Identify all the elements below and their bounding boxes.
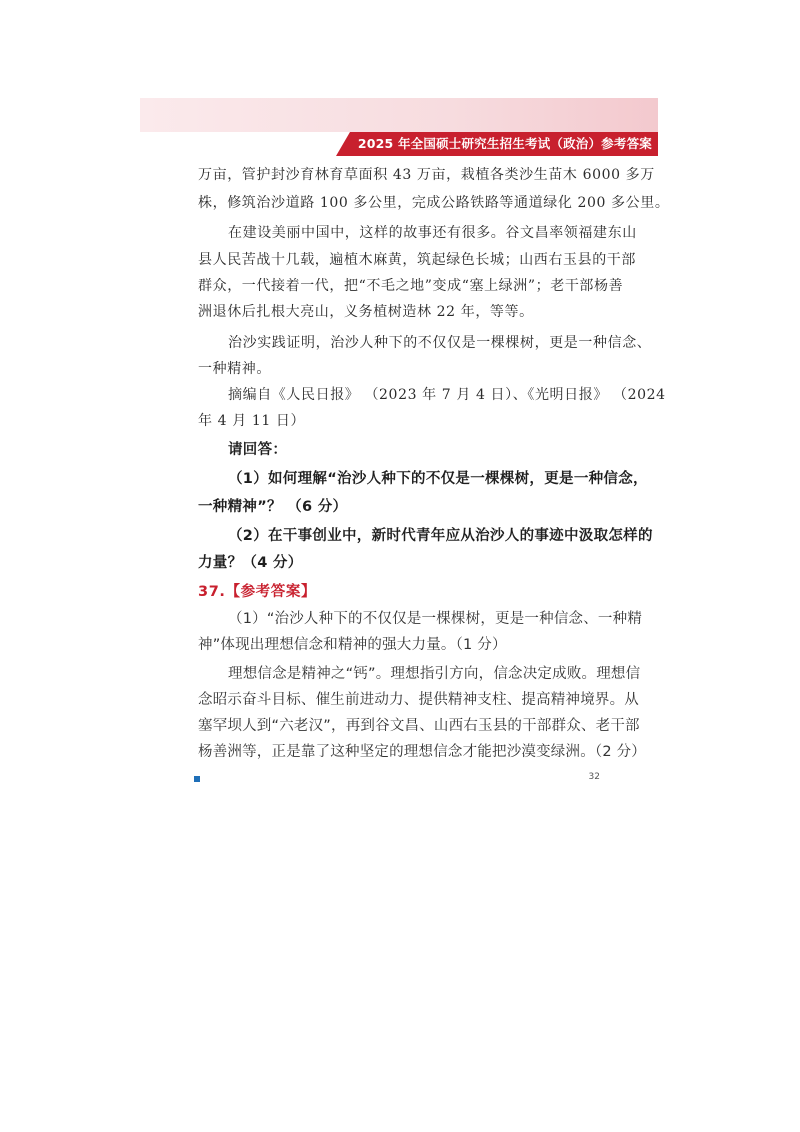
answer-line: 神”体现出理想信念和精神的强大力量。（1 分） [198, 637, 507, 653]
footer-marker-icon [194, 776, 200, 782]
header-band [140, 98, 658, 132]
passage-line: 群众，一代接着一代，把“不毛之地”变成“塞上绿洲”；老干部杨善 [198, 278, 624, 294]
passage-source: 摘编自《人民日报》 （2023 年 7 月 4 日）、《光明日报》 （2024 [228, 387, 666, 403]
passage-line: 县人民苦战十几载，遍植木麻黄，筑起绿色长城；山西右玉县的干部 [198, 252, 636, 268]
passage-line: 治沙实践证明，治沙人种下的不仅仅是一棵棵树，更是一种信念、 [228, 335, 652, 351]
passage-line: 万亩，管护封沙育林育草面积 43 万亩，栽植各类沙生苗木 6000 多万 [198, 167, 655, 183]
answer-line: 念昭示奋斗目标、催生前进动力、提供精神支柱、提高精神境界。从 [198, 692, 639, 708]
passage-line: 在建设美丽中国中，这样的故事还有很多。谷文昌率领福建东山 [228, 225, 637, 241]
questions-prompt: 请回答： [228, 442, 288, 458]
question-1-cont: 一种精神”？ （6 分） [198, 499, 348, 515]
passage-line: 洲退休后扎根大亮山，义务植树造林 22 年，等等。 [198, 304, 534, 320]
passage-line: 一种精神。 [198, 361, 271, 377]
answer-title: 37.【参考答案】 [198, 584, 317, 600]
passage-source: 年 4 月 11 日） [198, 413, 306, 429]
question-2-cont: 力量？（4 分） [198, 555, 303, 571]
passage-line: 株，修筑治沙道路 100 多公里，完成公路铁路等通道绿化 200 多公里。 [198, 195, 670, 211]
page-number: 32 [588, 772, 600, 782]
answer-line: 理想信念是精神之“钙”。理想指引方向，信念决定成败。理想信 [228, 666, 641, 682]
header-title: 2025 年全国硕士研究生招生考试（政治）参考答案 [357, 136, 652, 151]
answer-line: （1）“治沙人种下的不仅仅是一棵棵树，更是一种信念、一种精 [228, 611, 643, 627]
question-2: （2）在干事创业中，新时代青年应从治沙人的事迹中汲取怎样的 [228, 528, 653, 544]
answer-line: 塞罕坝人到“六老汉”，再到谷文昌、山西右玉县的干部群众、老干部 [198, 718, 640, 734]
answer-line: 杨善洲等，正是靠了这种坚定的理想信念才能把沙漠变绿洲。（2 分） [198, 744, 646, 760]
question-1: （1）如何理解“治沙人种下的不仅是一棵棵树，更是一种信念， [228, 471, 648, 487]
